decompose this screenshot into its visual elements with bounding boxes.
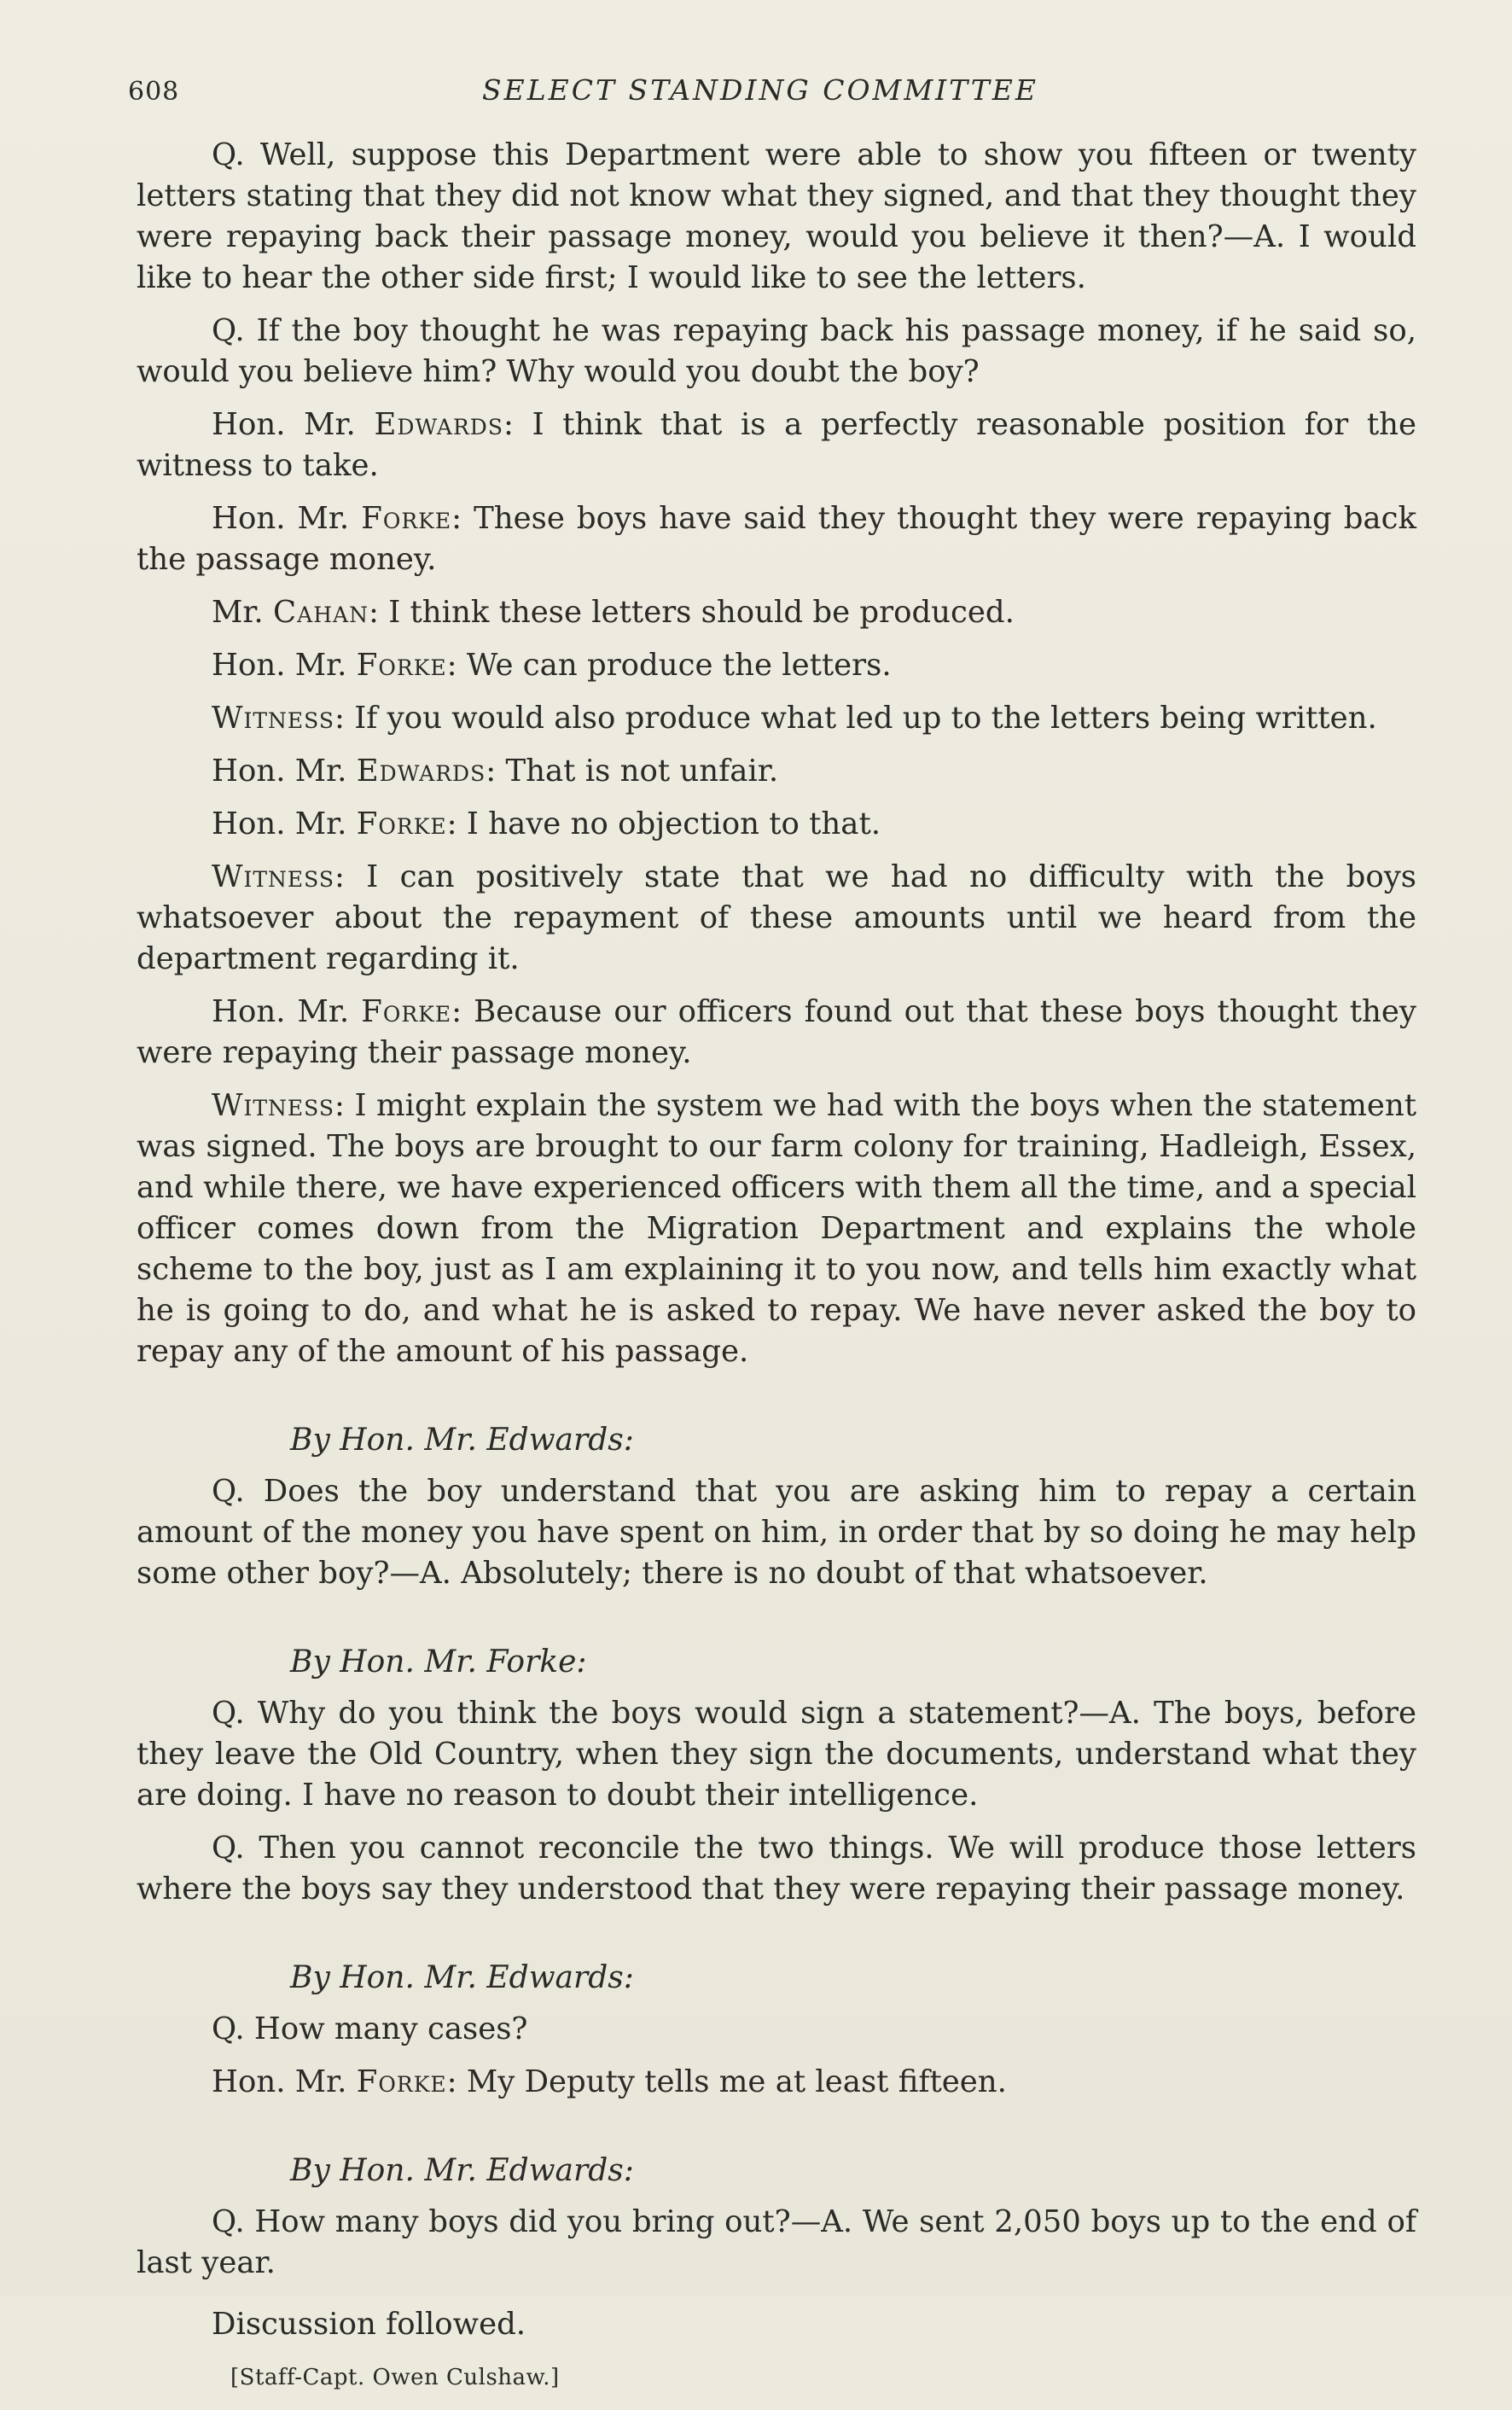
paragraph [137,804,1416,845]
speaker-prefix: Hon. Mr. [212,806,357,841]
speech-text: : I have no objection to that. [446,806,881,841]
speaker-name: Forke [356,2064,447,2099]
paragraph: Q. Then you cannot reconcile the two things. We will produce those letters where the boys say they understood that they were repaying their passage money. [137,1831,1416,1906]
paragraph [137,1086,1416,1372]
speaker-name: Witness [212,859,334,894]
paragraph [137,751,1416,792]
speech-text: : If you would also produce what led up to the letters being written. [334,701,1377,736]
speech-text: Q. Well, suppose this Department were able to show you fifteen or twenty letters stating that they did not know what they signed, and that they thought they were repaying back their passage money, would you believe it then?—A. I would like to hear the other side first; I would like to see the letters. [137,137,1416,295]
dialogue-block [137,135,1416,1372]
speaker-name: Witness [212,1088,334,1123]
speaker-name: Forke [361,994,452,1029]
speaker-prefix: Hon. Mr. [212,754,357,789]
paragraph: Q. How many cases? [212,2011,528,2046]
speaker-name: Edwards [356,754,486,789]
page-number: 608 [128,77,180,107]
speaker-prefix: Mr. [212,595,273,630]
speech-text: : I think these letters should be produced. [368,595,1015,630]
paragraph [137,645,1416,686]
paragraph: Q. Does the boy understand that you are asking him to repay a certain amount of the money you have spent on him, in order that by so doing he may help some other boy?—A. Absolutely; there is no doubt of that whatsoever. [137,1474,1416,1591]
speech-text: : I can positively state that we had no difficulty with the boys whatsoever about the repayment of these amounts until we heard from the department regarding it. [137,859,1416,976]
speech-text: : These boys have said they thought they were repaying back the passage money. [137,501,1416,577]
speech-text: : My Deputy tells me at least fifteen. [446,2064,1007,2099]
paragraph [137,698,1416,739]
speaker-name: Edwards [374,407,503,442]
speaker-prefix: Hon. Mr. [212,407,375,442]
speech-text: : Because our officers found out that these boys thought they were repaying their passage money. [137,994,1416,1070]
speech-text: : I think that is a perfectly reasonable position for the witness to take. [137,407,1416,483]
page-header [128,67,1393,114]
examiner-heading: By Hon. Mr. Edwards: [290,2153,634,2188]
paragraph [137,592,1416,633]
paragraph [137,135,1416,299]
examiner-heading: By Hon. Mr. Edwards: [290,1960,634,1995]
examiner-heading: By Hon. Mr. Forke: [290,1645,587,1679]
speech-text: Q. If the boy thought he was repaying back his passage money, if he said so, would you believe him? Why would you doubt the boy? [137,313,1416,389]
speaker-name: Witness [212,701,334,736]
speaker-prefix: Hon. Mr. [212,2064,357,2099]
witness-attribution: [Staff-Capt. Owen Culshaw.] [230,2365,560,2390]
speaker-name: Forke [361,501,452,536]
paragraph [137,992,1416,1074]
running-title: SELECT STANDING COMMITTEE [482,73,1038,107]
paragraph [137,2062,1416,2103]
speaker-name: Cahan [273,595,369,630]
speaker-prefix: Hon. Mr. [212,648,357,683]
paragraph [137,857,1416,980]
discussion-note: Discussion followed. [212,2307,526,2342]
speaker-name: Forke [356,648,447,683]
paragraph [137,498,1416,580]
speech-text: : I might explain the system we had with the boys when the statement was signed. The boys are brought to our farm colony for training, Hadleigh, Essex, and while there, we have experienced officers with them all the time, and a special officer comes down from the Migration Department and explains the whole scheme to the boy, just as I am explaining it to you now, and tells him exactly what he is going to do, and what he is asked to repay. We have never asked the boy to repay any of the amount of his passage. [137,1088,1416,1369]
paragraph [137,311,1416,393]
speech-text: : That is not unfair. [486,754,779,789]
speech-text: : We can produce the letters. [446,648,892,683]
speaker-prefix: Hon. Mr. [212,994,362,1029]
page-body [137,135,1416,2410]
paragraph: Q. Why do you think the boys would sign a statement?—A. The boys, before they leave the Old Country, when they sign the documents, understand what they are doing. I have no reason to doubt their intelligence. [137,1696,1416,1813]
paragraph [137,405,1416,486]
paragraph: Q. How many boys did you bring out?—A. We sent 2,050 boys up to the end of last year. [137,2204,1416,2280]
speaker-prefix: Hon. Mr. [212,501,362,536]
examiner-heading: By Hon. Mr. Edwards: [290,1423,634,1458]
speaker-name: Forke [356,806,447,841]
